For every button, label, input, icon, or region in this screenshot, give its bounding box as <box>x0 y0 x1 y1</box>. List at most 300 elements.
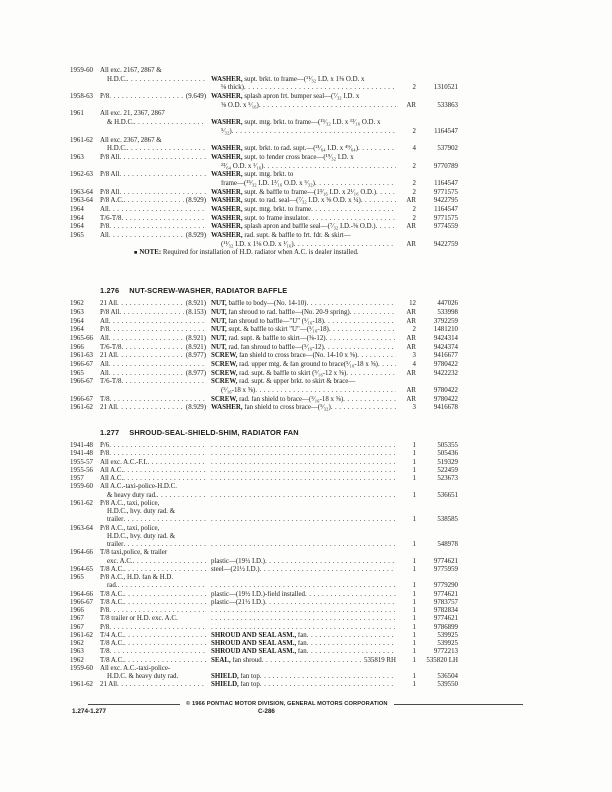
catalog-line <box>70 574 458 582</box>
catalog-line <box>70 119 458 128</box>
description-cell <box>211 344 400 353</box>
description-text: WASHER, fan shield to cross brace—(⁵⁄₃₂) <box>211 404 331 412</box>
qty-cell: 1 <box>412 681 416 689</box>
model-text: P/8 <box>100 623 110 631</box>
description-text: NUT, fan shroud to rad. baffle—(No. 20-9 spring) <box>211 308 350 316</box>
part-number-cell: 9783757 <box>433 598 458 606</box>
description-cell <box>211 558 400 566</box>
description-cell <box>211 93 400 102</box>
section-number: 1.276 <box>100 286 120 296</box>
leader-dots <box>124 599 206 607</box>
leader-dots <box>109 223 206 232</box>
part-number-cell: 9780422 <box>433 387 458 394</box>
model-cell <box>100 574 211 582</box>
qty-cell: 1 <box>412 557 416 565</box>
year-cell: 1941-48 <box>70 450 93 458</box>
description-cell <box>211 180 400 189</box>
model-cell <box>100 110 211 119</box>
year-cell: 1966-67 <box>70 360 93 368</box>
leader-dots <box>148 459 207 467</box>
copyright-text: © 1966 PONTIAC MOTOR DIVISION, GENERAL MOTORS CORPORATION <box>186 701 388 707</box>
model-cell <box>100 344 211 353</box>
leader-dots <box>244 84 396 93</box>
description-cell <box>211 206 400 215</box>
qty-cell: AR <box>406 317 416 325</box>
section-header <box>70 427 458 439</box>
leader-dots <box>211 492 396 500</box>
qty-cell: 1 <box>412 541 416 549</box>
description-text: ⁵⁄₃₂) <box>221 127 232 135</box>
description-cell <box>211 128 400 137</box>
part-number-cell: 522459 <box>437 466 458 474</box>
leader-dots <box>109 318 206 327</box>
description-cell <box>211 145 400 154</box>
part-number-cell: 539925 <box>437 631 458 639</box>
description-text: (¹¹⁄₃₂ I.D. x 1⅛ O.D. x ¹⁄₁₆) <box>221 240 294 248</box>
model-cell <box>100 467 211 475</box>
leader-dots <box>294 241 396 250</box>
catalog-line <box>70 615 458 623</box>
catalog-line <box>70 309 458 318</box>
description-text: SEAL, fan shroud <box>211 656 262 664</box>
model-text: H.D.C., hvy. duty rad. & <box>107 508 176 516</box>
part-number-cell: 537902 <box>437 145 458 153</box>
qty-cell: 1 <box>412 458 416 466</box>
model-cell <box>100 189 211 198</box>
leader-dots <box>117 300 184 309</box>
part-number-cell: 9416677 <box>433 352 458 360</box>
part-number-cell: 536651 <box>437 491 458 499</box>
part-number-cell: 538585 <box>437 516 458 524</box>
leader-dots <box>211 582 396 590</box>
year-cell: 1959-60 <box>70 67 93 74</box>
qty-cell: 1 <box>412 648 416 656</box>
description-cell <box>211 352 400 361</box>
model-cell <box>100 599 211 607</box>
part-number-cell: 9774621 <box>433 615 458 623</box>
leader-dots <box>109 232 184 241</box>
leader-dots <box>117 404 184 413</box>
model-text: P/8 All <box>100 153 120 161</box>
part-number-cell: 1164547 <box>434 179 458 187</box>
description-text: WASHER, supt. & baffle to frame—(1³⁄₁₆ I.D. x 2¹⁄₁₆ O.D.) <box>211 188 377 196</box>
qty-cell: 1 <box>412 582 416 590</box>
description-cell <box>211 119 400 128</box>
leader-dots <box>331 404 396 413</box>
leader-dots <box>311 206 396 215</box>
leader-dots <box>211 615 396 623</box>
model-text: 21 All <box>100 300 118 308</box>
description-cell <box>211 197 400 206</box>
model-text: rad. <box>107 582 118 590</box>
year-cell: 1966-67 <box>70 395 93 403</box>
description-cell <box>211 326 400 335</box>
catalog-line <box>70 215 458 224</box>
model-cell <box>100 475 211 483</box>
description-cell <box>211 215 400 224</box>
catalog-line <box>70 102 458 111</box>
description-text: NUT, baffle to body—(No. 14-10) <box>211 300 307 308</box>
year-cell: 1961-62 <box>70 404 93 412</box>
part-number-cell: 9422795 <box>433 197 458 205</box>
qty-cell: 4 <box>412 145 416 153</box>
leader-dots <box>124 632 206 640</box>
catalog-line <box>70 180 458 189</box>
year-cell: 1959-60 <box>70 483 93 491</box>
description-cell <box>211 459 400 467</box>
model-cell <box>100 197 211 206</box>
description-cell <box>211 607 400 615</box>
leader-dots <box>357 352 396 361</box>
description-cell <box>211 566 400 574</box>
footer-rule-right <box>394 704 523 705</box>
model-text: All A.C. <box>100 466 124 474</box>
description-text: (⁵⁄₁₆-18 x ⅝) <box>221 387 256 394</box>
model-text: 21 All <box>100 404 118 412</box>
part-number-cell: 9780422 <box>433 360 458 368</box>
year-cell: 1965 <box>70 574 84 582</box>
catalog-line <box>70 591 458 599</box>
leader-dots <box>134 119 206 128</box>
section-radiator-washer <box>70 67 458 258</box>
model-text: P/8 <box>100 223 110 231</box>
catalog-line <box>70 549 458 557</box>
leader-dots <box>211 450 396 458</box>
part-number-cell: 9424374 <box>433 343 458 351</box>
description-cell <box>211 591 400 599</box>
part-number-cell: 519329 <box>437 458 458 466</box>
leader-dots <box>157 492 206 500</box>
qty-cell: 2 <box>412 84 416 92</box>
leader-dots <box>378 361 396 370</box>
year-cell: 1964 <box>70 326 84 334</box>
year-cell: 1955-56 <box>70 466 93 474</box>
leader-dots <box>346 370 396 379</box>
model-cell <box>100 215 211 224</box>
model-text: All <box>100 206 109 213</box>
leader-dots <box>308 215 396 224</box>
part-number-cell: 9424314 <box>433 334 458 342</box>
model-text: P/8 A.C., taxi, police, <box>100 524 160 532</box>
model-text: T/8 <box>100 648 110 656</box>
qty-cell: 3 <box>412 404 416 412</box>
model-cell <box>100 76 211 85</box>
catalog-line <box>70 665 458 673</box>
section-number: 1.277 <box>100 428 120 438</box>
part-number-cell: 9779290 <box>433 582 458 590</box>
catalog-line <box>70 110 458 119</box>
model-text: T/8 A.C. <box>100 598 124 606</box>
catalog-line <box>70 335 458 344</box>
description-text: WASHER, splash apron frt. bumper seal—(⁷⁄₃₂ I.D. x <box>211 93 360 101</box>
year-cell: 1964 <box>70 317 84 325</box>
leader-dots <box>350 309 396 318</box>
qty-cell: 1 <box>412 442 416 450</box>
catalog-line <box>70 67 458 76</box>
part-number-cell: 1481210 <box>433 326 458 334</box>
qty-cell: 1 <box>412 656 416 664</box>
model-text: P/8 <box>100 326 110 334</box>
model-cell <box>100 533 211 541</box>
description-cell <box>211 648 400 656</box>
model-text: P/8 A.C., taxi, police, <box>100 499 160 507</box>
model-cell <box>100 442 211 450</box>
catalog-line <box>70 326 458 335</box>
description-cell <box>211 475 400 483</box>
catalog-line <box>70 137 458 146</box>
year-cell: 1963-64 <box>70 524 93 532</box>
qty-cell: 2 <box>412 214 416 222</box>
model-text: T/8 taxi,police, & trailer <box>100 549 168 557</box>
leader-dots <box>121 378 206 387</box>
leader-dots <box>315 180 396 189</box>
qty-cell: 1 <box>412 491 416 499</box>
model-cell <box>100 492 211 500</box>
description-cell <box>211 318 400 327</box>
model-text: All exc. 2367, 2867 & <box>100 136 162 144</box>
catalog-line <box>70 223 458 232</box>
section-title: SHROUD-SEAL-SHIELD-SHIM, RADIATOR FAN <box>129 428 299 438</box>
model-text: H.D.C. <box>107 75 127 83</box>
leader-dots <box>123 541 206 549</box>
model-cell <box>100 154 211 163</box>
year-cell: 1963 <box>70 648 84 656</box>
description-text: WASHER, supt. mtg. brkt. to frame <box>211 206 312 213</box>
description-cell <box>211 232 400 241</box>
description-text: SHROUD AND SEAL ASM., fan <box>211 648 307 656</box>
leader-dots <box>117 681 206 689</box>
description-text: ²³⁄₆₄ O.D. x ¹⁄₁₆) <box>221 162 264 170</box>
year-cell: 1963-64 <box>70 188 93 196</box>
leader-dots <box>259 102 396 111</box>
qty-cell: 2 <box>412 326 416 334</box>
model-cell <box>100 352 211 361</box>
year-cell: 1961-62 <box>70 136 93 144</box>
year-cell: 1963 <box>70 153 84 161</box>
catalog-line <box>70 189 458 198</box>
description-text: SHROUD AND SEAL ASM., fan <box>211 640 307 648</box>
description-text: NUT, supt. & baffle to skirt "U"—(⁵⁄₁₆-18) <box>211 326 329 334</box>
leader-dots <box>121 215 206 224</box>
qty-cell: 2 <box>412 206 416 213</box>
model-text: T/8 <box>100 395 110 403</box>
description-text: SHROUD AND SEAL ASM., fan <box>211 631 307 639</box>
leader-dots <box>123 475 206 483</box>
model-text: P/8 A.C. <box>100 197 124 205</box>
description-text: ⅝ O.D. x ⁵⁄₁₆) <box>221 101 259 109</box>
leader-dots <box>124 640 206 648</box>
part-number-cell: 9771575 <box>433 214 458 222</box>
model-text: All A.C. <box>100 475 124 483</box>
catalog-line <box>70 599 458 607</box>
model-cell <box>100 615 211 623</box>
note-line <box>70 249 458 258</box>
catalog-line <box>70 154 458 163</box>
leader-dots <box>123 467 206 475</box>
description-text: NUT, rad. fan shroud to baffle—(⁵⁄₁₆-12) <box>211 343 324 351</box>
model-text: All <box>100 317 109 325</box>
part-number-cell: 533863 <box>437 101 458 109</box>
model-cell <box>100 145 211 154</box>
part-number-cell: 9782834 <box>433 607 458 615</box>
year-cell: 1965 <box>70 232 84 240</box>
model-text: All <box>100 360 109 368</box>
model-cell <box>100 93 211 102</box>
part-number-cell: 9780422 <box>433 395 458 403</box>
model-text: P/8 <box>100 450 110 458</box>
qty-cell: 2 <box>412 179 416 187</box>
year-cell: 1962 <box>70 640 84 648</box>
model-cell <box>100 361 211 370</box>
catalog-line <box>70 171 458 180</box>
catalog-line <box>70 352 458 361</box>
description-cell <box>211 450 400 458</box>
leader-dots <box>124 566 206 574</box>
description-text: WASHER, supt. to fender cross brace—(¹⁹⁄₃₂ I.D. x <box>211 153 354 161</box>
model-cell <box>100 673 211 681</box>
catalog-line <box>70 632 458 640</box>
model-cell <box>100 657 211 665</box>
leader-dots <box>211 475 396 483</box>
leader-dots <box>211 467 396 475</box>
description-cell <box>211 361 400 370</box>
part-number-cell: 9770789 <box>433 162 458 170</box>
catalog-line <box>70 459 458 467</box>
leader-dots <box>109 335 184 344</box>
catalog-line <box>70 657 458 665</box>
description-cell <box>211 624 400 632</box>
leader-dots <box>109 624 206 632</box>
catalog-line <box>70 673 458 681</box>
description-cell <box>211 370 400 379</box>
part-number-cell: 9774621 <box>433 590 458 598</box>
catalog-line <box>70 648 458 656</box>
leader-dots <box>118 582 206 590</box>
model-text: & heavy duty rad. <box>107 491 157 499</box>
part-number-cell: 505436 <box>437 450 458 458</box>
description-cell <box>211 309 400 318</box>
description-text: SCREW, rad. upper mtg. & fan ground to brace(⁵⁄₁₆-18 x ⅝) <box>211 360 378 368</box>
leader-dots <box>326 335 396 344</box>
model-text: T/8 A.C. <box>100 640 124 648</box>
description-text: SHIELD, fan top <box>211 681 260 689</box>
catalog-line <box>70 300 458 309</box>
model-text: All A.C.-taxi-police-H.D.C. <box>100 483 177 491</box>
description-cell <box>211 492 400 500</box>
description-text: WASHER, splash apron and baffle seal—(⁷⁄₃₂ I.D.-⅝ O.D.) <box>211 223 376 231</box>
description-cell <box>211 300 400 309</box>
section-header <box>70 285 458 297</box>
leader-dots <box>110 648 206 656</box>
leader-dots <box>262 657 361 665</box>
catalog-line <box>70 681 458 689</box>
model-text: trailer <box>107 516 124 524</box>
description-cell <box>211 516 400 524</box>
part-number-cell: 9774559 <box>433 223 458 231</box>
catalog-line <box>70 241 458 250</box>
model-cell <box>100 591 211 599</box>
catalog-line <box>70 206 458 215</box>
description-cell <box>211 84 400 93</box>
year-cell: 1964-65 <box>70 565 93 573</box>
description-cell <box>211 640 400 648</box>
year-cell: 1967 <box>70 615 84 623</box>
leader-dots <box>307 632 396 640</box>
leader-dots <box>110 396 206 405</box>
description-cell <box>211 241 400 250</box>
model-cell <box>100 450 211 458</box>
description-text: SCREW, rad. supt. & upper brkt. to skirt & brace— <box>211 378 356 386</box>
qty-cell: AR <box>406 223 416 231</box>
description-text: ⅛ thick) <box>221 84 244 92</box>
part-number-cell: 9416678 <box>433 404 458 412</box>
qty-cell: 1 <box>412 623 416 631</box>
description-cell <box>211 163 400 172</box>
leader-dots <box>307 648 396 656</box>
model-text: All <box>100 334 109 342</box>
part-number-cell: 523673 <box>437 475 458 483</box>
year-cell: 1966-67 <box>70 598 93 606</box>
catalog-line <box>70 541 458 549</box>
part-number-cell: 9775959 <box>433 565 458 573</box>
year-cell: 1961-62 <box>70 681 93 689</box>
leader-dots <box>361 197 396 206</box>
year-cell: 1966 <box>70 343 84 351</box>
note-bullet-icon: ■ <box>134 250 138 257</box>
leader-dots <box>133 558 206 566</box>
qty-cell: 1 <box>412 475 416 483</box>
description-cell <box>211 599 400 607</box>
part-number-cell: 548978 <box>437 541 458 549</box>
year-cell: 1955-57 <box>70 458 93 466</box>
qty-cell: 1 <box>412 598 416 606</box>
description-cell <box>211 442 400 450</box>
model-text: P/8 <box>100 607 110 615</box>
group-ref: (8.977) <box>185 352 206 360</box>
model-cell <box>100 459 211 467</box>
model-cell <box>100 300 211 309</box>
catalog-line <box>70 128 458 137</box>
description-cell <box>211 681 400 689</box>
part-number-cell: 533998 <box>437 308 458 316</box>
qty-cell: AR <box>406 395 416 403</box>
description-cell <box>211 396 400 405</box>
part-number-cell: 539550 <box>437 681 458 689</box>
model-text: P/8 All <box>100 171 120 179</box>
catalog-line <box>70 475 458 483</box>
model-cell <box>100 632 211 640</box>
description-text: frame—(¹⁵⁄₃₂ I.D. 1³⁄₁₆ O.D. x ⁵⁄₃₂) <box>221 179 315 187</box>
year-cell: 1964-66 <box>70 549 93 557</box>
description-text: SCREW, rad. fan shield to brace—(⁵⁄₁₆-18 x ⅝) <box>211 395 344 403</box>
catalog-line <box>70 508 458 516</box>
part-number-cell: 9772213 <box>433 648 458 656</box>
model-cell <box>100 640 211 648</box>
model-cell <box>100 378 211 387</box>
description-cell <box>211 154 400 163</box>
model-cell <box>100 516 211 524</box>
model-cell <box>100 607 211 615</box>
part-number-cell: 1164547 <box>434 206 458 213</box>
qty-cell: AR <box>406 197 416 205</box>
model-cell <box>100 335 211 344</box>
note-body: ■ NOTE: Required for installation of H.D. radiator when A.C. is dealer installed. <box>134 249 359 257</box>
catalog-line <box>70 197 458 206</box>
group-ref: (8.929) <box>185 197 206 205</box>
model-text: T/6-T/8 <box>100 214 122 222</box>
part-number-cell: 9774621 <box>433 557 458 565</box>
catalog-line <box>70 396 458 405</box>
